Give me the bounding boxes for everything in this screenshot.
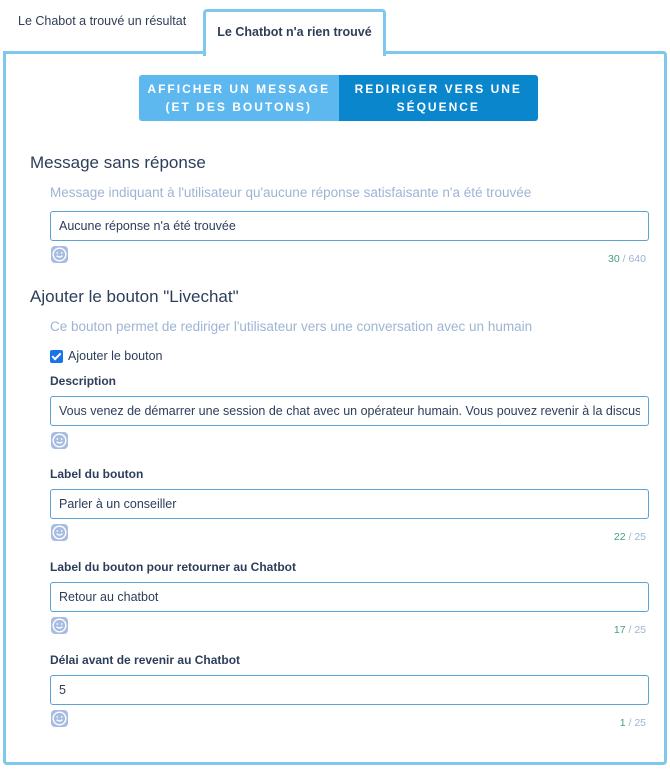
delay-counter: 1 / 25 — [619, 717, 646, 729]
smiley-icon[interactable] — [51, 710, 68, 727]
livechat-title: Ajouter le bouton "Livechat" — [30, 287, 239, 306]
livechat-hint: Ce bouton permet de rediriger l'utilisateur vers une conversation avec un humain — [50, 319, 533, 334]
no-answer-count: 30 — [608, 253, 620, 265]
description-input[interactable] — [50, 396, 649, 426]
add-button-label: Ajouter le bouton — [68, 349, 163, 363]
smiley-icon[interactable] — [51, 617, 68, 634]
redirect-sequence-button[interactable] — [339, 75, 539, 121]
mode-switch — [139, 75, 538, 121]
return-label-count: 17 — [613, 624, 626, 636]
return-label-label: Label du bouton pour retourner au Chatbot — [50, 560, 296, 574]
button-label-input[interactable] — [50, 489, 649, 519]
no-answer-max: 640 — [628, 253, 646, 265]
redirect-label-line2: SÉQUENCE — [396, 100, 480, 114]
no-answer-input[interactable] — [50, 211, 649, 241]
show-message-label-line2: (ET DES BOUTONS) — [165, 100, 312, 114]
tab-result-found[interactable] — [18, 14, 186, 44]
tab-nothing-found-label: Le Chatbot n'a rien trouvé — [217, 25, 372, 39]
show-message-label-line1: AFFICHER UN MESSAGE — [147, 82, 331, 96]
add-button-checkbox[interactable] — [50, 350, 63, 363]
delay-label: Délai avant de revenir au Chatbot — [50, 653, 241, 667]
return-label-max: 25 — [634, 624, 646, 636]
tab-bar — [0, 0, 670, 54]
no-answer-counter: 30 / 640 — [608, 253, 646, 265]
description-label: Description — [50, 374, 117, 388]
no-answer-title: Message sans réponse — [30, 153, 206, 172]
smiley-icon[interactable] — [51, 432, 68, 449]
smiley-icon[interactable] — [51, 246, 68, 263]
redirect-label-line1: REDIRIGER VERS UNE — [354, 82, 522, 96]
return-label-input[interactable] — [50, 582, 649, 612]
delay-count: 1 — [619, 717, 626, 729]
tab-result-found-label: Le Chabot a trouvé un résultat — [18, 14, 187, 28]
button-label-count: 22 — [613, 531, 626, 543]
smiley-icon[interactable] — [51, 524, 68, 541]
delay-input[interactable] — [50, 675, 649, 705]
tab-nothing-found[interactable] — [203, 9, 386, 56]
delay-max: 25 — [634, 717, 646, 729]
button-label-counter: 22 / 25 — [613, 531, 646, 543]
settings-panel — [3, 51, 667, 765]
no-answer-hint: Message indiquant à l'utilisateur qu'aucune réponse satisfaisante n'a été trouvée — [50, 185, 532, 200]
show-message-button[interactable] — [139, 75, 339, 121]
button-label-label: Label du bouton — [50, 467, 144, 481]
add-button-row — [50, 349, 163, 363]
button-label-max: 25 — [634, 531, 646, 543]
return-label-counter: 17 / 25 — [613, 624, 646, 636]
